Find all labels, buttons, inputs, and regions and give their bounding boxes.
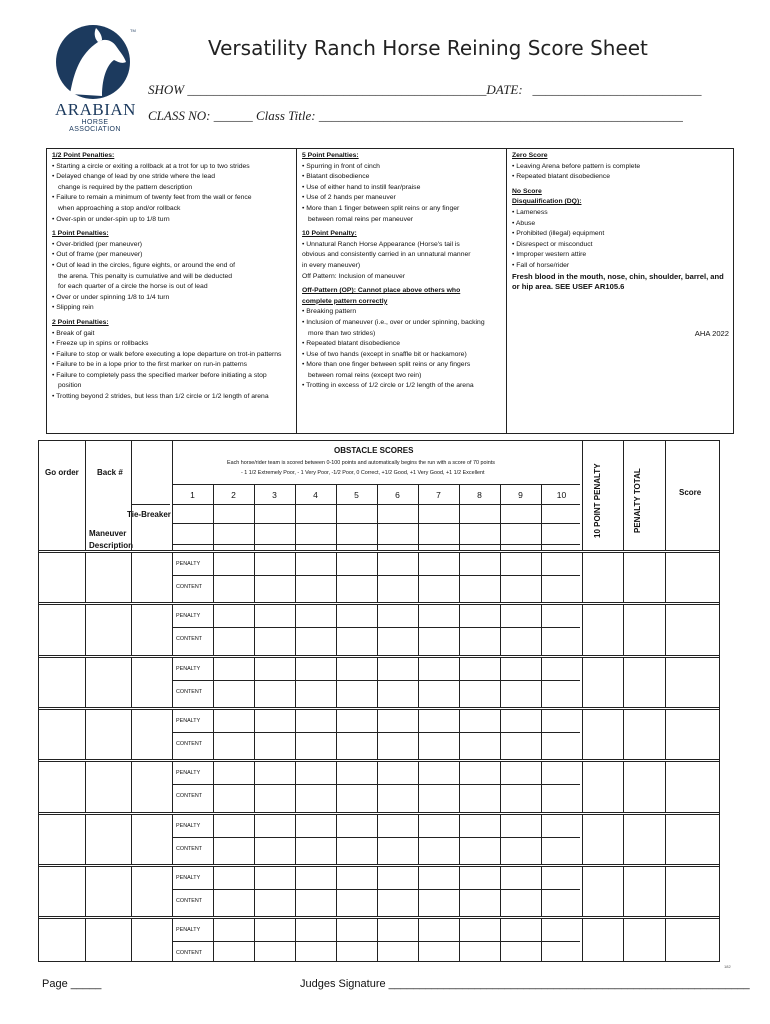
penalty-content-divider <box>172 680 580 681</box>
rule-item: • More than one finger between split reins or any fingers <box>302 361 471 369</box>
logo-subtitle: HORSE ASSOCIATION <box>69 119 121 133</box>
rule-item: when approaching a stop and/or rollback <box>58 204 181 212</box>
content-row-label: CONTENT <box>176 950 203 957</box>
rule-item: • Over-bridled (per maneuver) <box>52 240 143 248</box>
row-separator <box>39 602 719 605</box>
rule-item: • Unnatural Ranch Horse Appearance (Horse's tail is <box>302 240 460 248</box>
penalty-row-label: PENALTY <box>176 717 201 724</box>
show-date-line[interactable]: SHOW ______________________________________________DATE: __________________________ <box>148 82 702 97</box>
rule-item: • Inclusion of maneuver (i.e., over or under spinning, backing <box>302 318 485 326</box>
go-order-header: Go order <box>45 468 79 477</box>
go-order-column-line <box>85 441 86 961</box>
row-separator <box>39 550 719 553</box>
rule-item: • Repeated blatant disobedience <box>512 173 610 181</box>
ten-point-heading: 10 Point Penalty: <box>302 230 357 238</box>
penalty-row-label: PENALTY <box>176 927 201 934</box>
penalty-content-divider <box>172 837 580 838</box>
penalty-content-divider <box>172 784 580 785</box>
rules-column-2 <box>297 149 507 433</box>
penalty-total-header: PENALTY TOTAL <box>633 468 642 534</box>
rules-column-3 <box>507 149 733 433</box>
rule-item: • Repeated blatant disobedience <box>302 340 400 348</box>
rule-item: change is required by the pattern description <box>58 183 193 191</box>
grid-row-line <box>131 504 170 505</box>
penalty-row-label: PENALTY <box>176 770 201 777</box>
row-separator <box>39 655 719 658</box>
obstacle-number-2: 2 <box>231 490 236 500</box>
grid-row-line <box>172 544 580 545</box>
tie-breaker-label: Tie-Breaker <box>127 510 171 519</box>
logo-wordmark: ARABIAN <box>55 100 136 119</box>
rule-item: • Prohibited (illegal) equipment <box>512 230 605 238</box>
rule-item: • Failure to remain a minimum of twenty feet from the wall or fence <box>52 194 252 202</box>
page-title: Versatility Ranch Horse Reining Score Sheet <box>208 36 648 60</box>
penalty-rules-box <box>46 148 734 434</box>
score-grid <box>38 440 720 962</box>
row-separator <box>39 707 719 710</box>
rule-item: between romal reins per maneuver <box>308 215 414 223</box>
content-row-label: CONTENT <box>176 688 203 695</box>
maneuver-description-label: Maneuver Description <box>89 529 134 550</box>
back-number-column-line <box>131 441 132 961</box>
row-separator <box>39 759 719 762</box>
rule-item: • Disrespect or misconduct <box>512 240 593 248</box>
rule-item: • Over-spin or under-spin up to 1/8 turn <box>52 215 170 223</box>
zero-score-heading: Zero Score <box>512 152 548 159</box>
content-row-label: CONTENT <box>176 584 203 590</box>
rule-item: • Improper western attire <box>512 251 587 259</box>
rule-item: • Leaving Arena before pattern is complete <box>512 162 641 170</box>
rule-item: • Slipping rein <box>52 304 94 312</box>
page-number-field[interactable]: Page _____ <box>42 978 102 990</box>
rule-item: • Lameness <box>512 208 548 216</box>
class-title-line[interactable]: CLASS NO: ______ Class Title: ________________________________________________________ <box>148 108 683 123</box>
obstacle-number-8: 8 <box>477 490 482 500</box>
rule-item: obvious and consistently carried in an unnatural manner <box>302 251 471 259</box>
rule-item: • Use of either hand to instill fear/praise <box>302 183 421 191</box>
obstacle-number-6: 6 <box>395 490 400 500</box>
penalty-row-label: PENALTY <box>176 613 201 620</box>
obstacle-number-1: 1 <box>190 490 195 500</box>
obstacle-number-4: 4 <box>313 490 318 500</box>
penalty-content-divider <box>172 889 580 890</box>
grid-row-line <box>172 504 580 505</box>
obstacle-number-9: 9 <box>518 490 523 500</box>
rule-item: • Failure to be in a lope prior to the first marker on run-in patterns <box>52 361 248 369</box>
rule-item: Off Pattern: Inclusion of maneuver <box>302 272 406 280</box>
rule-item: • Use of two hands (except in snaffle bit or hackamore) <box>302 350 467 358</box>
penalty-row-label: PENALTY <box>176 665 201 672</box>
rule-item: • Abuse <box>512 219 536 227</box>
penalty-content-divider <box>172 941 580 942</box>
rule-item: more than two strides) <box>308 329 376 337</box>
row-separator <box>39 812 719 815</box>
rule-item: position <box>58 382 82 390</box>
rule-item: • Use of 2 hands per maneuver <box>302 194 396 202</box>
aha-year: AHA 2022 <box>694 329 729 338</box>
rule-item: • Breaking pattern <box>302 308 357 316</box>
penalty-row-label: PENALTY <box>176 874 201 881</box>
half-point-heading: 1/2 Point Penalties: <box>52 152 115 159</box>
content-row-label: CONTENT <box>176 897 203 904</box>
obstacle-number-7: 7 <box>436 490 441 500</box>
content-row-label: CONTENT <box>176 793 203 800</box>
content-row-label: CONTENT <box>176 845 203 852</box>
obstacle-scores-title: OBSTACLE SCORES <box>334 446 414 455</box>
rules-column-1 <box>47 149 297 433</box>
label-column-line <box>172 441 173 961</box>
penalty-row-label: PENALTY <box>176 822 201 829</box>
rule-item: between romal reins (except two rein) <box>308 371 422 379</box>
rule-item: • Failure to stop or walk before executing a lope departure on trot-in patterns <box>52 350 282 358</box>
row-separator <box>39 864 719 867</box>
penalty-content-divider <box>172 575 580 576</box>
obstacle-note-2: - 1 1/2 Extremely Poor, - 1 Very Poor, -1/2 Poor, 0 Correct, +1/2 Good, +1 Very Good, +1 1/2 Excellent <box>241 470 485 476</box>
rule-item: • More than 1 finger between split reins or any finger <box>302 204 460 212</box>
grid-row-line <box>172 523 580 524</box>
grid-row-line <box>172 484 580 485</box>
ten-point-penalty-header: 10 POINT PENALTY <box>593 463 602 539</box>
rule-item: • Trotting in excess of 1/2 circle or 1/2 length of the arena <box>302 382 474 390</box>
score-header: Score <box>679 488 702 497</box>
obstacle-number-3: 3 <box>272 490 277 500</box>
penalty-total-column-line <box>623 441 624 961</box>
judges-signature-field[interactable]: Judges Signature ___________________________________________________________ <box>300 978 750 990</box>
rule-item: • Failure to completely pass the specified marker before initiating a stop <box>52 371 267 379</box>
content-row-label: CONTENT <box>176 740 203 747</box>
rule-item: • Blatant disobedience <box>302 173 370 181</box>
rule-item: in every maneuver) <box>302 261 361 269</box>
no-score-heading: No Score <box>512 187 542 195</box>
rule-item: for each quarter of a circle the horse is out of lead <box>58 283 208 291</box>
rule-item: • Delayed change of lead by one stride where the lead <box>52 173 215 181</box>
svg-text:TM: TM <box>130 28 136 33</box>
content-row-label: CONTENT <box>176 636 203 643</box>
obstacle-number-10: 10 <box>556 490 567 500</box>
two-point-heading: 2 Point Penalties: <box>52 318 109 326</box>
obstacle-number-5: 5 <box>354 490 359 500</box>
score-column-line <box>665 441 666 961</box>
fresh-blood-note: Fresh blood in the mouth, nose, chin, shoulder, barrel, and or hip area. SEE USEF AR105.6 <box>512 271 724 292</box>
rule-item: • Out of frame (per maneuver) <box>52 251 143 259</box>
rule-item: • Spurring in front of cinch <box>302 162 380 170</box>
rule-item: • Break of gait <box>52 329 95 337</box>
ten-point-column-line <box>582 441 583 961</box>
one-point-heading: 1 Point Penalties: <box>52 230 109 238</box>
rule-item: • Out of lead in the circles, figure eights, or around the end of <box>52 261 235 269</box>
row-separator <box>39 916 719 919</box>
rule-item: • Over or under spinning 1/8 to 1/4 turn <box>52 293 170 301</box>
rule-item: • Freeze up in spins or rollbacks <box>52 340 149 348</box>
form-number: 182 <box>724 964 731 969</box>
rule-item: • Starting a circle or exiting a rollback at a trot for up to two strides <box>52 162 250 170</box>
obstacle-note-1: Each horse/rider team is scored between 0-100 points and automatically begins the run with a score of 70 points <box>227 460 495 466</box>
back-number-header: Back # <box>97 468 123 477</box>
off-pattern-heading: Off-Pattern (OP): Cannot place above others who <box>302 287 461 295</box>
rule-item: the arena. This penalty is cumulative and will be deducted <box>58 272 233 280</box>
dq-heading: Disqualification (DQ): <box>512 198 582 206</box>
rule-item: • Fall of horse/rider <box>512 261 570 269</box>
off-pattern-heading-2: complete pattern correctly <box>302 297 388 305</box>
penalty-content-divider <box>172 627 580 628</box>
penalty-content-divider <box>172 732 580 733</box>
rule-item: • Trotting beyond 2 strides, but less than 1/2 circle or 1/2 length of arena <box>52 393 269 401</box>
five-point-heading: 5 Point Penalties: <box>302 152 359 159</box>
penalty-row-label: PENALTY <box>176 561 201 567</box>
